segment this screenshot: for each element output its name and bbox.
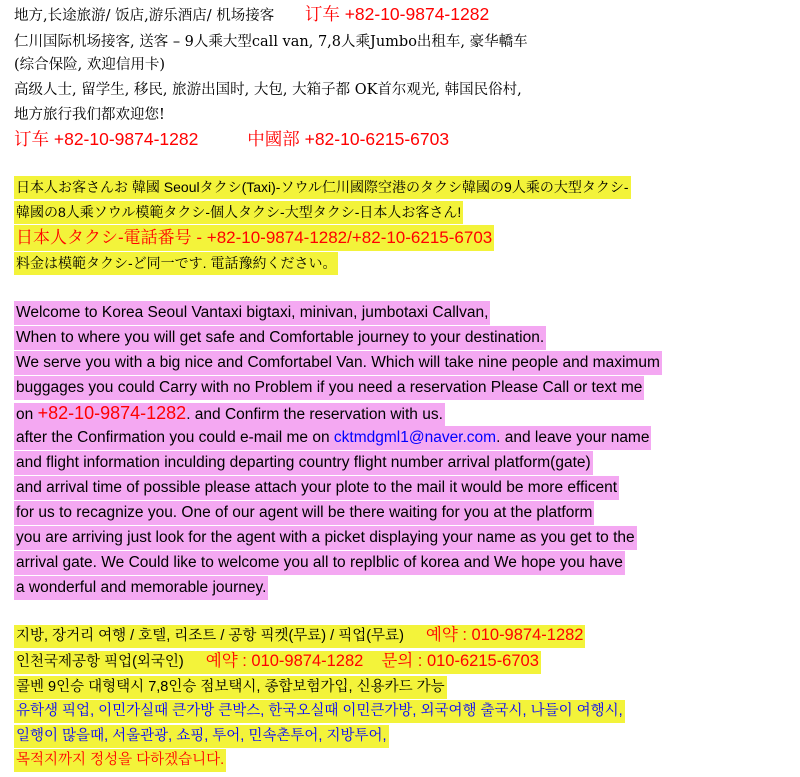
en-line-11: arrival gate. We Could like to welcome you all to replblic of korea and We hope you have [14,555,625,571]
cn-order-phone-2: 订车 +82-10-9874-1282 [14,129,199,149]
en-line-10: you are arriving just look for the agent with a picket displaying your name as you get to the [14,530,637,546]
en-line-8: and arrival time of possible please attach your plote to the mail it would be more efficent [14,480,619,496]
en-line-5: on +82-10-9874-1282. and Confirm the reservation with us. [14,404,445,423]
en-line-12: a wonderful and memorable journey. [14,580,268,596]
en-line-2: When to where you will get safe and Comfortable journey to your destination. [14,330,546,346]
ko-line-4: 유학생 픽업, 이민가실때 큰가방 큰박스, 한국오실때 이민큰가방, 외국여행 출국시, 나들이 여행시, [14,704,625,719]
cn-line-2: 仁川国际机场接客, 送客 – 9人乘大型call van, 7,8人乘Jumbo出租车, 豪华轎车 [14,34,528,50]
en-email: cktmdgml1@naver.com [333,429,497,446]
ko-reservation-phone-2: 예약 : 010-9874-1282 [205,652,364,670]
cn-line-1 [14,6,489,24]
cn-chinese-dept-phone: 中國部 +82-10-6215-6703 [247,129,450,149]
cn-order-phone: 订车 +82-10-9874-1282 [304,4,490,24]
ko-reservation-phone: 예약 : 010-9874-1282 [425,626,584,644]
ko-line-5: 일행이 많을때, 서울관광, 쇼핑, 투어, 민속촌투어, 지방투어, [14,729,389,744]
ko-line-6: 목적지까지 정성을 다하겠습니다. [14,753,226,768]
ko-line-1: 지방, 장거리 여행 / 호텔, 리조트 / 공항 픽켓(무료) / 픽업(무료) 예약 : 010-9874-1282 [14,627,585,644]
en-line-4: buggages you could Carry with no Problem if you need a reservation Please Call or text me [14,380,644,396]
cn-line-4: 高级人士, 留学生, 移民, 旅游出国时, 大包, 大箱子都 OK首尔观光, 韩国民俗村, [14,82,522,98]
cn-line-5: 地方旅行我们都欢迎您! [14,107,165,123]
cn-line-3: (综合保险, 欢迎信用卡) [14,57,166,73]
en-line-6: after the Confirmation you could e-mail me on cktmdgml1@naver.com. and leave your name [14,430,651,446]
en-line-3: We serve you with a big nice and Comfortabel Van. Which will take nine people and maximum [14,355,662,371]
en-line-1: Welcome to Korea Seoul Vantaxi bigtaxi, minivan, jumbotaxi Callvan, [14,305,490,321]
ko-line-3: 콜벤 9인승 대형택시 7,8인승 점보택시, 종합보험가입, 신용카드 가능 [14,680,447,695]
en-phone: +82-10-9874-1282 [37,403,187,423]
en-line-7: and flight information inculding departing country flight number arrival platform(gate) [14,455,593,471]
cn-line-6 [14,131,449,149]
ko-line-2: 인천국제공항 픽업(외국인) 예약 : 010-9874-1282 문의 : 010-6215-6703 [14,653,541,670]
jp-line-3: 日本人タクシ-電話番号 - +82-10-9874-1282/+82-10-6215-6703 [14,229,494,246]
cn-services-text: 地方,长途旅游/ 饭店,游乐酒店/ 机场接客 [14,8,275,24]
en-line-9: for us to recagnize you. One of our agent will be there waiting for you at the platform [14,505,594,521]
jp-line-4: 料金は模範タクシ-ど同一です. 電話豫約ください。 [14,256,338,270]
jp-line-2: 韓國の8人乘ソウル模範タクシ-個人タクシ-大型タクシ-日本人お客さん! [14,205,463,219]
ko-inquiry-phone: 문의 : 010-6215-6703 [381,652,539,670]
jp-line-1: 日本人お客さんお 韓國 Seoulタクシ(Taxi)-ソウル仁川國際空港のタクシ韓國の9人乘の大型タクシ- [14,180,631,194]
